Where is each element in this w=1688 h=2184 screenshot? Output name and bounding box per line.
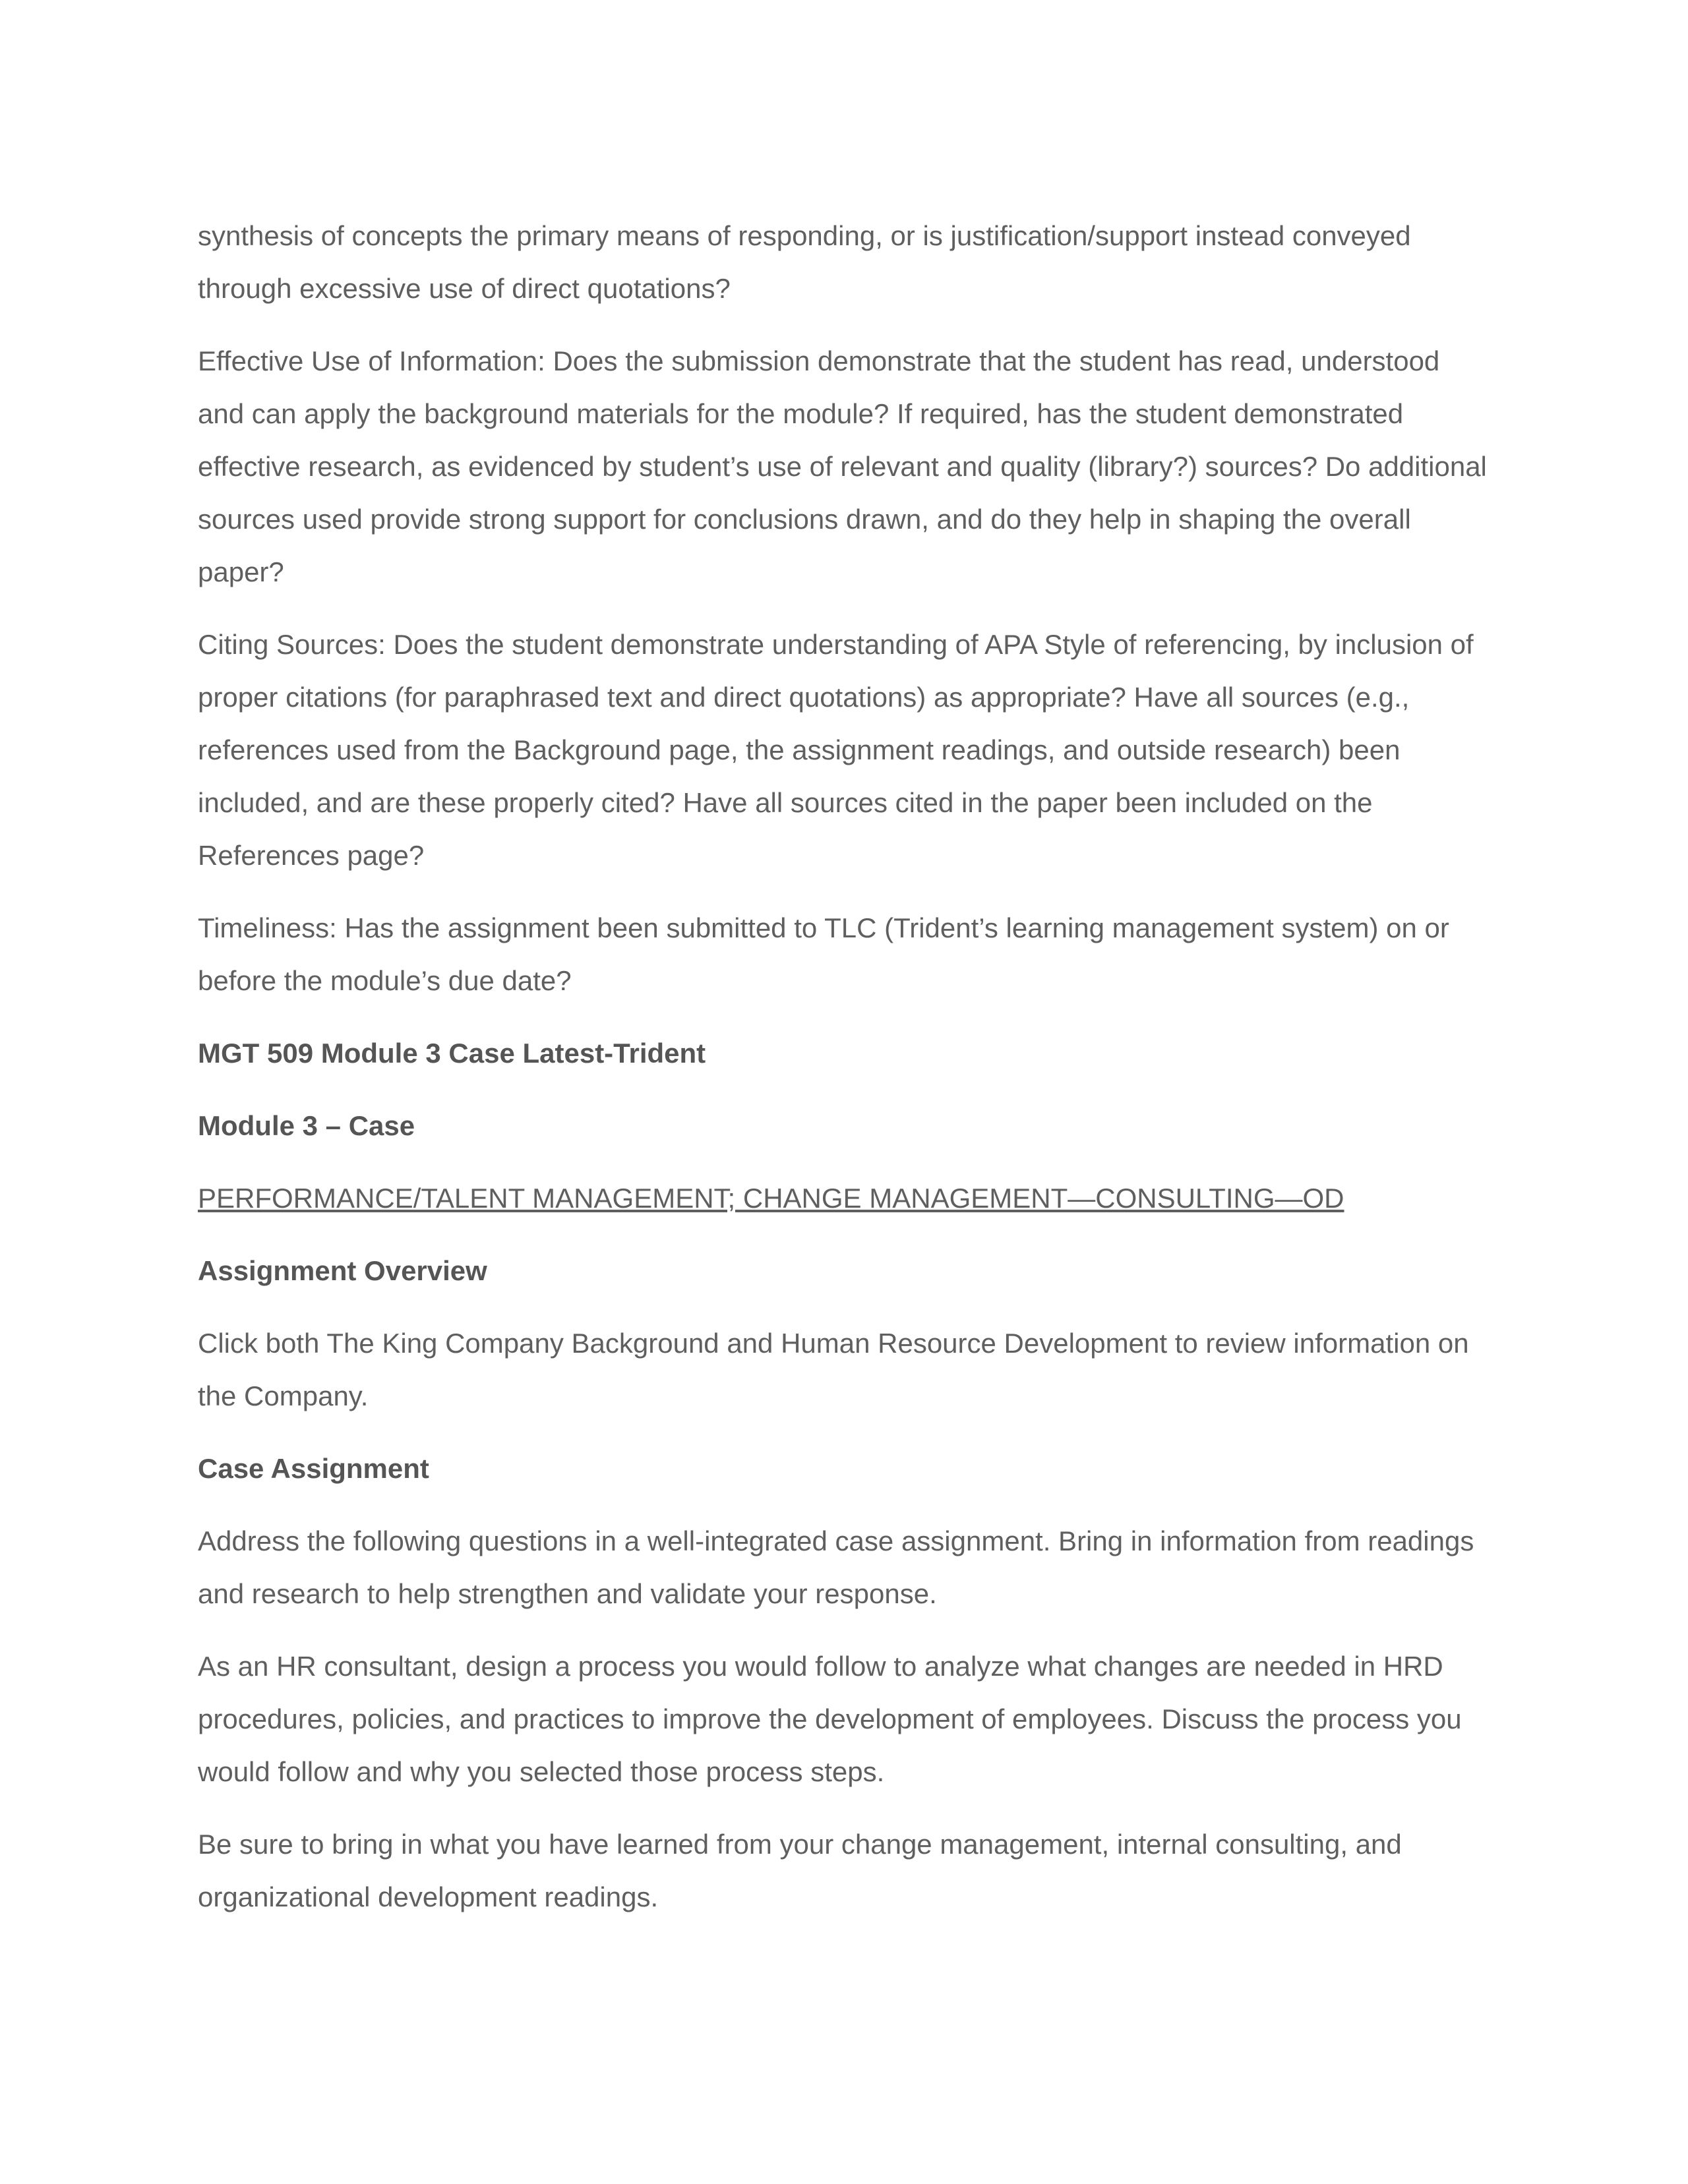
case-paragraph-readings: Be sure to bring in what you have learned from your change management, internal consulting, and organizational development readings.: [198, 1829, 1402, 1912]
paragraph-timeliness: Timeliness: Has the assignment been submitted to TLC (Trident’s learning management system) on or before the module’s due date?: [198, 912, 1449, 996]
document-title: MGT 509 Module 3 Case Latest-Trident: [198, 1038, 706, 1069]
paragraph-citing-sources: Citing Sources: Does the student demonstrate understanding of APA Style of referencing, by inclusion of proper citations (for paraphrased text and direct quotations) as appropriate? Have all sources (e.g., references used from the Background page, the assignment readings, and outside research) been included, and are these properly cited? Have all sources cited in the paper been included on the References page?: [198, 629, 1474, 871]
case-heading: Case Assignment: [198, 1453, 429, 1484]
paragraph-effective-use: Effective Use of Information: Does the submission demonstrate that the student has read, understood and can apply the background materials for the module? If required, has the student demonstrated effective research, as evidenced by student’s use of relevant and quality (library?) sources? Do additional sources used provide strong support for conclusions drawn, and do they help in shaping the overall paper?: [198, 345, 1487, 587]
overview-heading: Assignment Overview: [198, 1255, 487, 1286]
case-paragraph-consultant: As an HR consultant, design a process you would follow to analyze what changes are needed in HRD procedures, policies, and practices to improve the development of employees. Discuss the process you would follow and why you selected those process steps.: [198, 1651, 1462, 1787]
paragraph-synthesis: synthesis of concepts the primary means of responding, or is justification/support instead conveyed through excessive use of direct quotations?: [198, 220, 1411, 304]
document-body: [198, 210, 1490, 1943]
module-heading: Module 3 – Case: [198, 1110, 415, 1141]
overview-text: Click both The King Company Background and Human Resource Development to review information on the Company.: [198, 1328, 1469, 1411]
topic-link[interactable]: PERFORMANCE/TALENT MANAGEMENT; CHANGE MANAGEMENT—CONSULTING—OD: [198, 1183, 1344, 1214]
case-paragraph-address: Address the following questions in a well-integrated case assignment. Bring in information from readings and research to help strengthen and validate your response.: [198, 1525, 1474, 1609]
